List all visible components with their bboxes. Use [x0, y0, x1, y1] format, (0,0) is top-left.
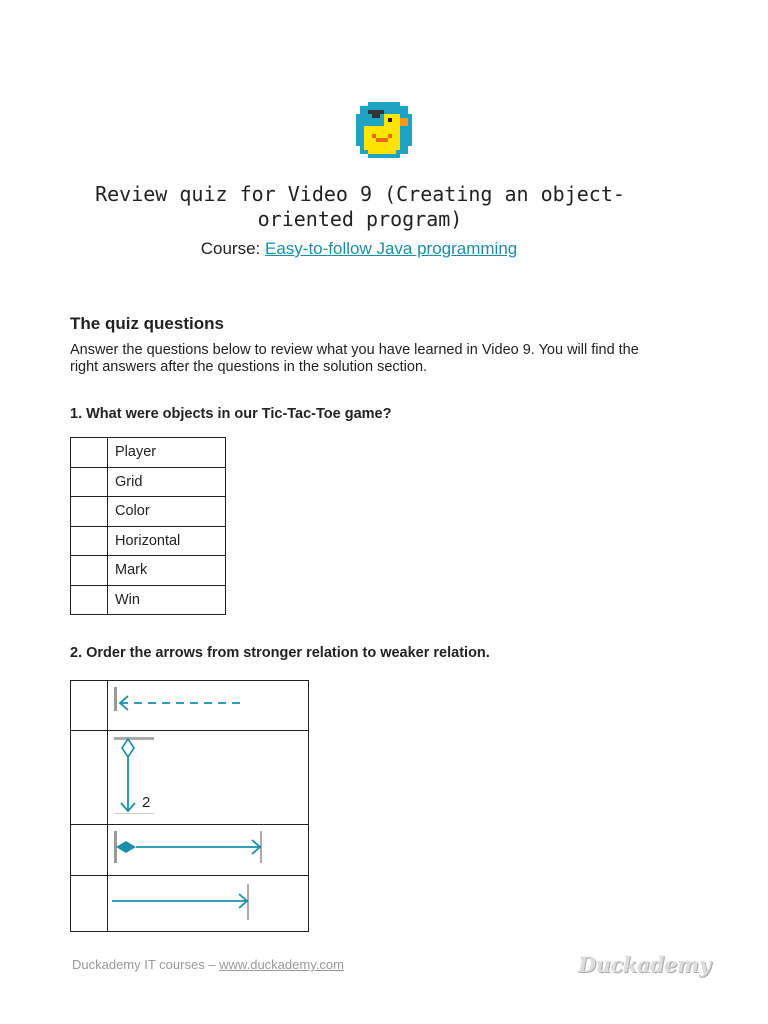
- duck-logo-icon: [356, 102, 412, 158]
- option-label: Player: [108, 438, 226, 468]
- arrow-row: [71, 681, 309, 731]
- answer-box[interactable]: [71, 825, 108, 876]
- footer: [72, 957, 344, 972]
- course-line: [0, 239, 718, 259]
- footer-text: Duckademy IT courses –: [72, 957, 220, 972]
- arrow-cell: [108, 825, 309, 876]
- answer-checkbox[interactable]: [71, 526, 108, 556]
- option-row: [71, 585, 226, 615]
- option-row: [71, 556, 226, 586]
- brand-logo: Duckademy: [578, 952, 711, 977]
- option-row: [71, 438, 226, 468]
- answer-checkbox[interactable]: [71, 438, 108, 468]
- answer-box[interactable]: [71, 731, 108, 825]
- answer-checkbox[interactable]: [71, 497, 108, 527]
- course-label: Course:: [200, 239, 265, 258]
- arrow-row: [71, 876, 309, 932]
- dependency-arrow-icon: [108, 681, 308, 725]
- question-1-table: [70, 437, 226, 615]
- arrow-cell: [108, 876, 309, 932]
- question-1: 1. What were objects in our Tic-Tac-Toe game?: [70, 406, 392, 422]
- multiplicity-label: 2: [142, 794, 151, 811]
- question-2: 2. Order the arrows from stronger relation to weaker relation.: [70, 645, 490, 661]
- answer-box[interactable]: [71, 876, 108, 932]
- option-label: Color: [108, 497, 226, 527]
- option-row: [71, 497, 226, 527]
- footer-link[interactable]: www.duckademy.com: [219, 957, 344, 972]
- option-label: Horizontal: [108, 526, 226, 556]
- arrow-cell: [108, 681, 309, 731]
- option-row: [71, 526, 226, 556]
- answer-checkbox[interactable]: [71, 556, 108, 586]
- intro-text: Answer the questions below to review what you have learned in Video 9. You will find the right answers after the questions in the solution section.: [70, 342, 639, 375]
- answer-box[interactable]: [71, 681, 108, 731]
- arrow-row: [71, 825, 309, 876]
- page-title: Review quiz for Video 9 (Creating an object-oriented program): [95, 182, 625, 231]
- question-2-table: [70, 680, 309, 932]
- arrow-row: [71, 731, 309, 825]
- option-label: Grid: [108, 467, 226, 497]
- answer-checkbox[interactable]: [71, 467, 108, 497]
- answer-checkbox[interactable]: [71, 585, 108, 615]
- section-heading: The quiz questions: [70, 314, 224, 333]
- option-label: Win: [108, 585, 226, 615]
- option-row: [71, 467, 226, 497]
- arrow-cell: [108, 731, 309, 825]
- composition-arrow-icon: [108, 825, 308, 870]
- association-arrow-icon: [108, 876, 308, 926]
- option-label: Mark: [108, 556, 226, 586]
- aggregation-arrow-icon: [108, 731, 308, 819]
- course-link[interactable]: Easy-to-follow Java programming: [264, 239, 518, 258]
